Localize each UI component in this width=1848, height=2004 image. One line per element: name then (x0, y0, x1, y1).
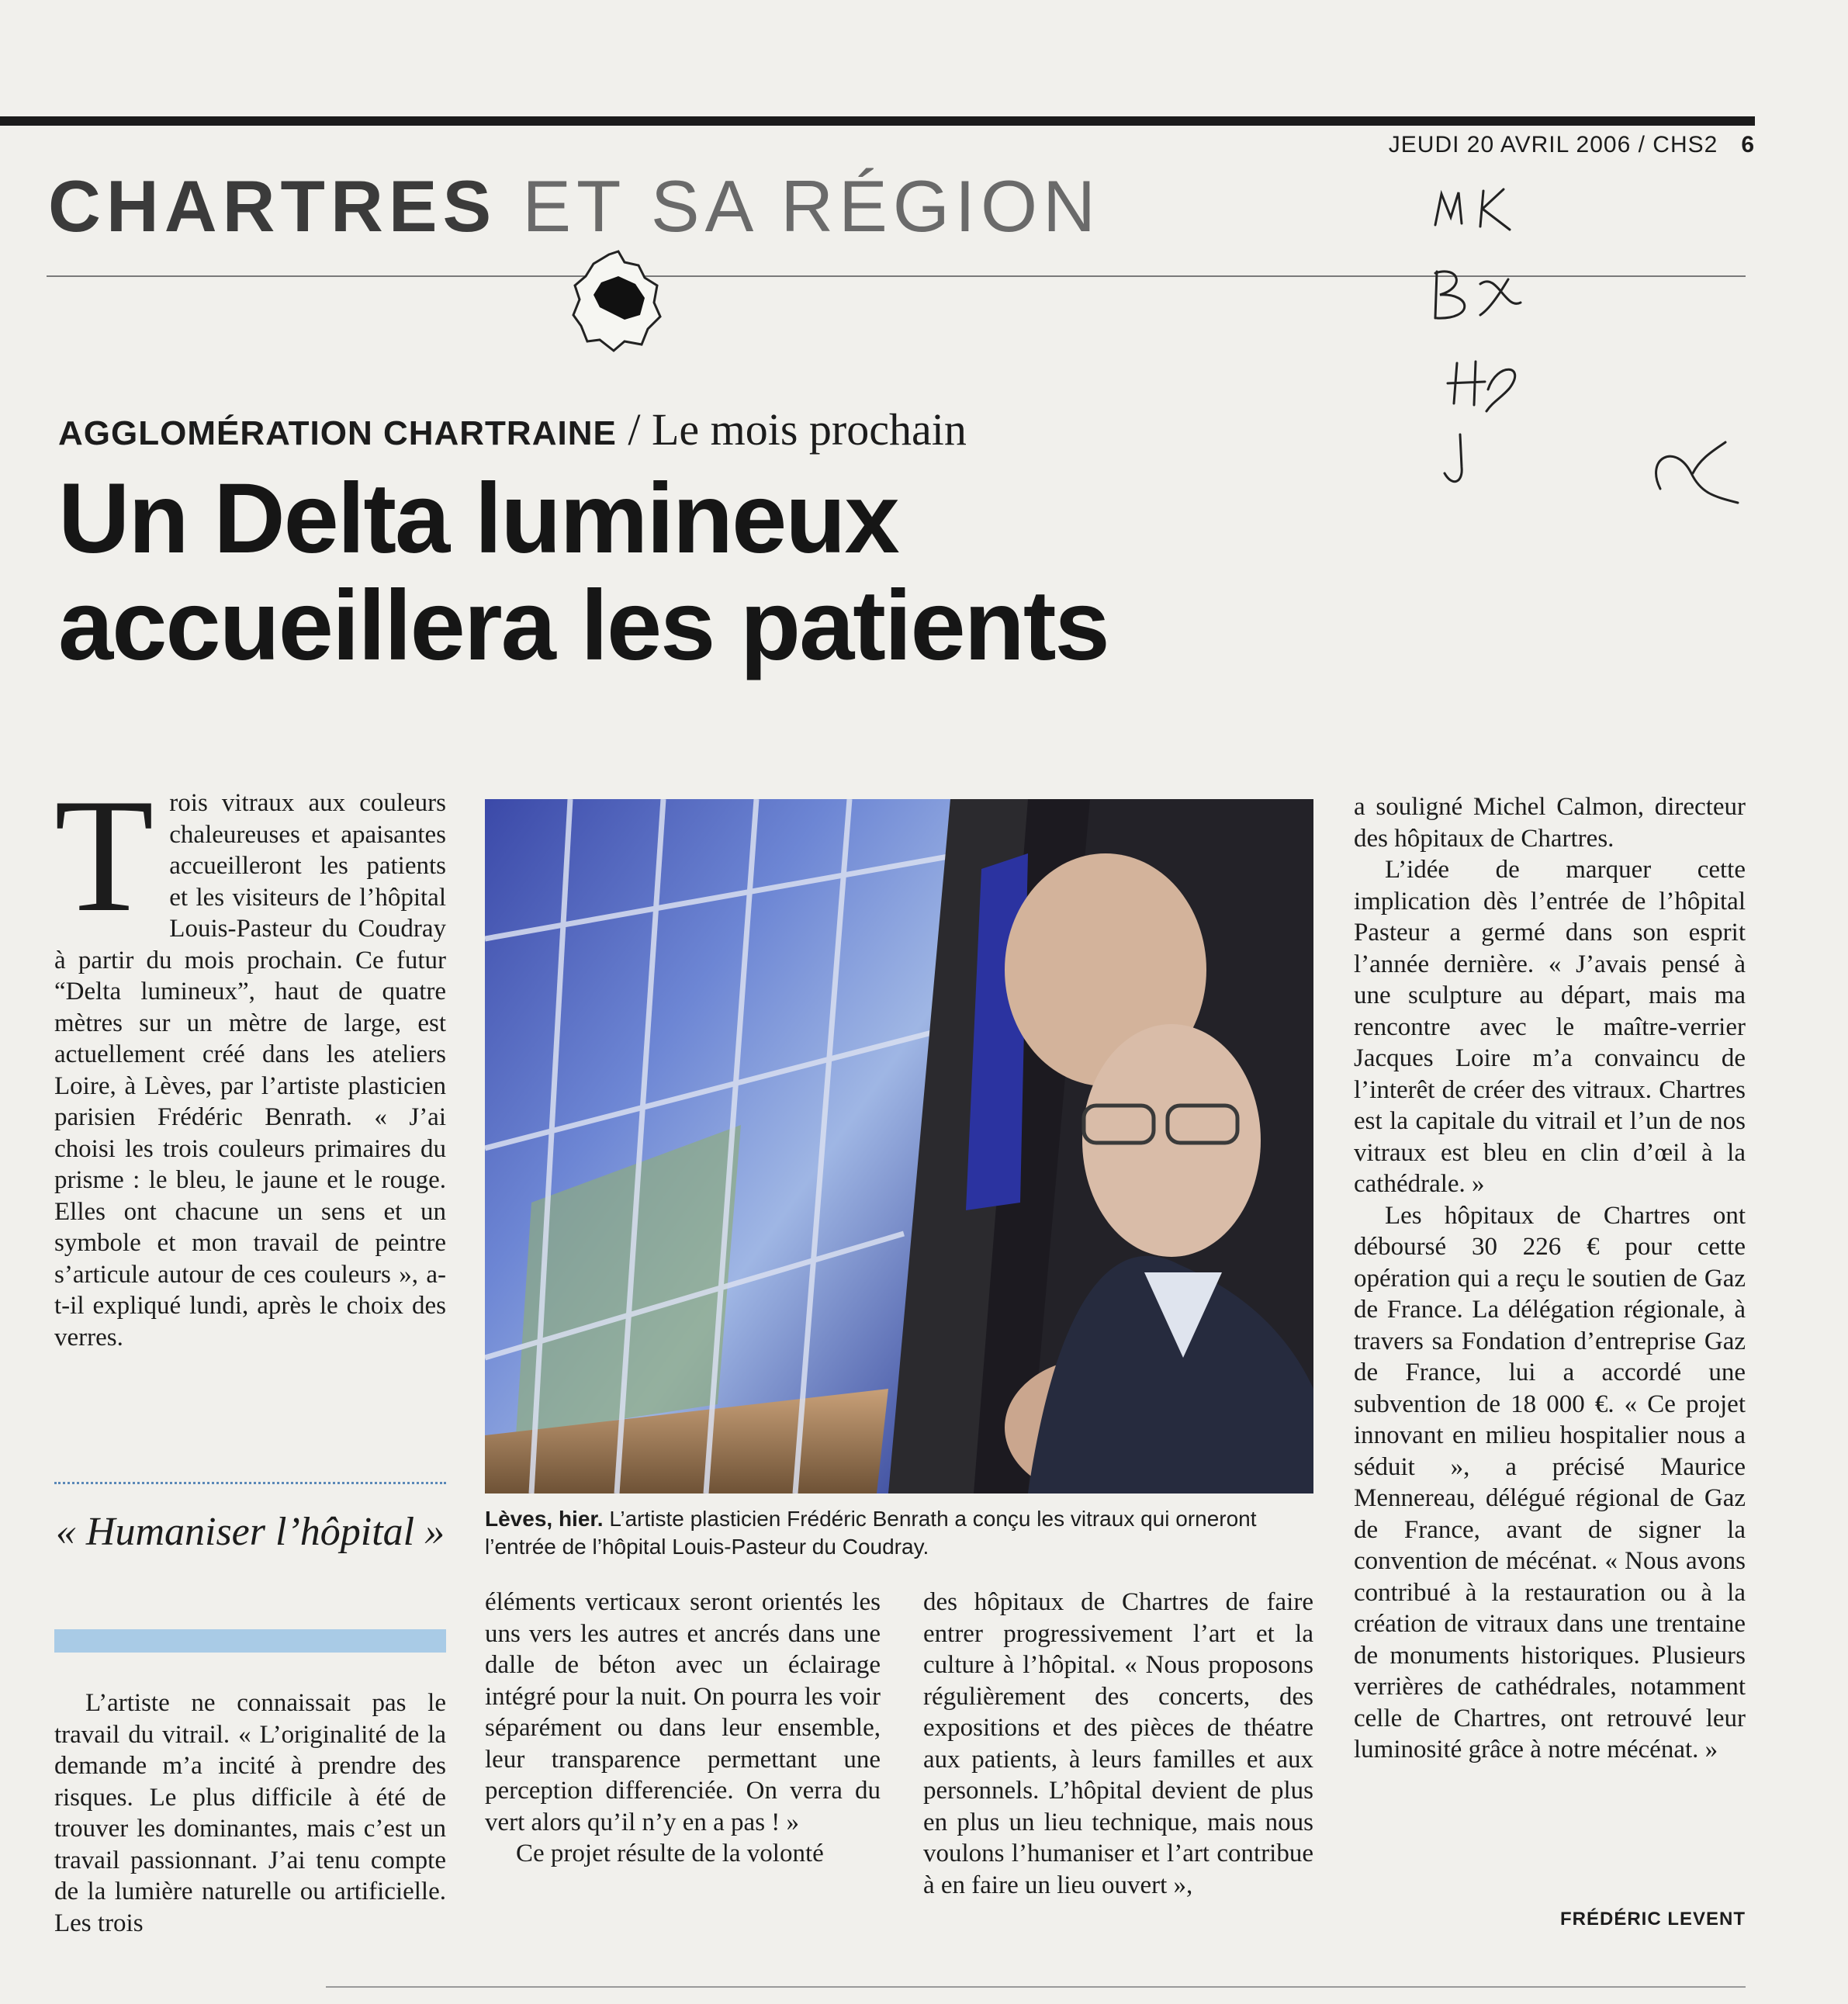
section-title (48, 164, 1101, 248)
handwritten-initials-annotation (1412, 178, 1831, 543)
article-headline (58, 463, 1109, 681)
page-number: 6 (1741, 132, 1755, 157)
article-kicker (58, 403, 967, 455)
caption-location: Lèves, hier. (485, 1507, 604, 1531)
article-column-2 (485, 1587, 881, 1870)
bottom-rule (326, 1986, 1746, 1988)
column-1-paragraph-2: L’artiste ne connaissait pas le travail du vitrail. « L’originalité de la demande m’a incité à prendre des risques. Le plus difficile à été de trouver les dominantes, mais c’est un travail passionnant. J’ai tenu compte de la lumière naturelle ou artificielle. Les trois (54, 1689, 446, 1937)
section-title-bold: CHARTRES (48, 165, 497, 247)
dotted-divider (54, 1482, 446, 1484)
kicker-separator: / (616, 404, 652, 455)
photo-caption (485, 1505, 1313, 1561)
subhead-blue-bar (54, 1629, 446, 1653)
column-2-paragraph-1: éléments verticaux seront orientés les uns vers les autres et ancrés dans une dalle de béton avec un éclairage intégré pour la nuit. On pourra les voir séparément ou dans leur ensemble, leur transparence permettant une perception differenciée. On verra du vert alors qu’il n’y en a pas ! » (485, 1588, 881, 1836)
section-title-light: ET SA RÉGION (522, 165, 1102, 247)
article-column-1 (54, 766, 446, 1353)
article-column-1-continued (54, 1687, 446, 1939)
caption-text: L’artiste plasticien Frédéric Benrath a conçu les vitraux qui orneront l’entrée de l’hôpital Louis-Pasteur du Coudray. (485, 1507, 1257, 1559)
department-map-icon (570, 248, 663, 353)
column-4-paragraph-3: Les hôpitaux de Chartres ont déboursé 30 226 € pour cette opération qui a reçu le soutien de Gaz de France. La délégation régionale, à travers sa Fondation d’entreprise Gaz de France, lui a accordé une subvention de 18 000 €. « Ce projet innovant en milieu hospitalier nous a séduit », a précisé Maurice Mennereau, délégué régional de Gaz de France, avant de signer la convention de mécénat. « Nous avons contribué à la restauration ou à la création de vitraux dans une trentaine de monuments historiques. Plusieurs verrières de cathédrales, notamment celle de Chartres, ont retrouvé leur luminosité grâce à notre mécénat. » (1354, 1201, 1746, 1763)
headline-line-2: accueillera les patients (58, 570, 1109, 681)
issue-date-line (1389, 132, 1755, 158)
headline-line-1: Un Delta lumineux (58, 463, 898, 574)
article-byline: FRÉDÉRIC LEVENT (1559, 1909, 1746, 1930)
article-photo (485, 799, 1313, 1493)
column-4-paragraph-2: L’idée de marquer cette implication dès l’entrée de l’hôpital Pasteur a germé dans son esprit l’année dernière. « J’avais pensé à une sculpture au départ, mais ma rencontre avec le maître-verrier Jacques Loire m’a convaincu de l’interêt de créer des vitraux. Chartres est la capitale du vitrail et l’un de nos vitraux est bleu en clin d’œil à la cathédrale. » (1354, 856, 1746, 1198)
column-4-paragraph-1: a souligné Michel Calmon, directeur des hôpitaux de Chartres. (1354, 793, 1746, 853)
column-1-paragraph-1: rois vitraux aux couleurs chaleureuses et apaisantes accueilleront les patients et les visiteurs de l’hôpital Louis-Pasteur du Coudray à partir du mois prochain. Ce futur “Delta lumineux”, haut de quatre mètres sur un mètre de large, est actuellement créé dans les ateliers Loire, à Lèves, par l’artiste plasticien parisien Frédéric Benrath. « J’ai choisi les trois couleurs primaires du prisme : le bleu, le jaune et le rouge. Elles ont chacune un sens et un symbole et mon travail de peintre s’articule autour de ces couleurs », a-t-il expliqué lundi, après le choix des verres. (54, 789, 446, 1352)
issue-date: JEUDI 20 AVRIL 2006 / CHS2 (1388, 132, 1718, 157)
drop-cap: T (54, 766, 154, 946)
article-subhead: « Humaniser l’hôpital » (55, 1510, 445, 1554)
kicker-location: AGGLOMÉRATION CHARTRAINE (58, 414, 617, 452)
kicker-timeframe: Le mois prochain (651, 404, 967, 455)
article-column-4 (1354, 791, 1746, 1766)
article-column-3 (923, 1587, 1313, 1901)
column-3-paragraph-1: des hôpitaux de Chartres de faire entrer progressivement l’art et la culture à l’hôpital. « Nous proposons régulièrement des concerts, des expositions et des pièces de théatre aux patients, à leurs familles et aux personnels. L’hôpital devient de plus en plus un lieu technique, mais nous voulons l’humaniser et l’art contribue à en faire un lieu ouvert », (923, 1588, 1313, 1899)
column-2-paragraph-2: Ce projet résulte de la volonté (516, 1840, 824, 1867)
top-rule (0, 116, 1755, 126)
